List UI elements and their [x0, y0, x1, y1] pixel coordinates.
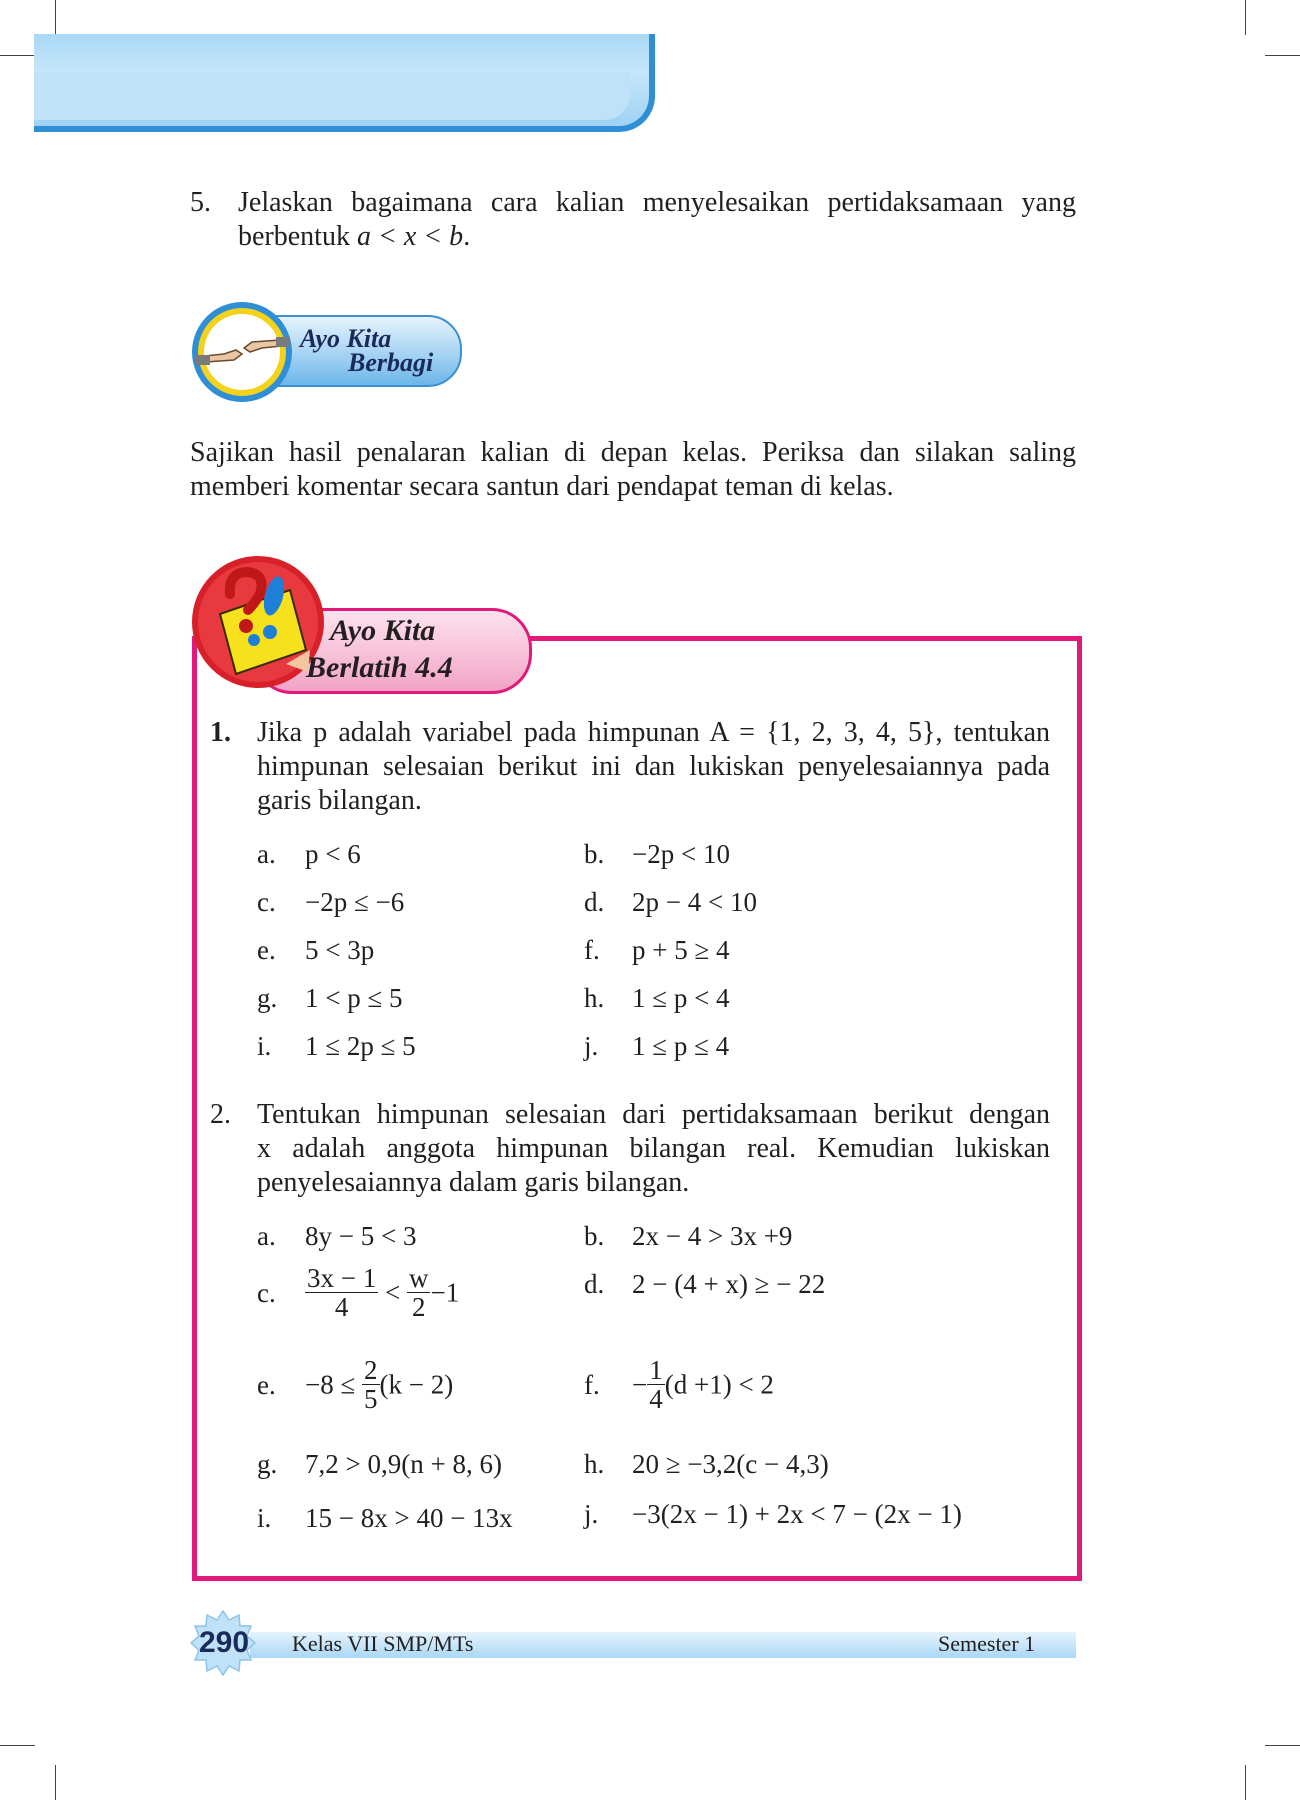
berbagi-title-1: Ayo Kita	[300, 324, 392, 353]
q2-item	[257, 1220, 416, 1252]
item-label: e.	[257, 935, 276, 965]
q1-item	[257, 1030, 416, 1062]
exercise-2-line-3: penyelesaiannya dalam garis bilangan.	[257, 1167, 690, 1198]
item-expression: p + 5 ≥ 4	[632, 935, 730, 965]
q1-item	[257, 886, 404, 918]
share-paragraph	[190, 436, 1076, 506]
crop-mark	[1265, 1745, 1300, 1746]
item-expression: −2p < 10	[632, 839, 730, 869]
item-label: j.	[584, 1031, 599, 1061]
item-expression: 1 ≤ p ≤ 4	[632, 1031, 730, 1061]
q1-item	[257, 934, 374, 966]
fraction	[305, 1264, 378, 1321]
exercise-2-line-2: x adalah anggota himpunan bilangan real. Kemudian lukiskan	[257, 1133, 1050, 1164]
math-expression: a < x < b	[356, 221, 464, 252]
question-text: Jelaskan bagaimana cara kalian menyelesaikan pertidaksamaan yang	[238, 187, 1076, 218]
item-label: b.	[584, 1221, 605, 1251]
item-label: e.	[257, 1369, 276, 1400]
item-expression: 2x − 4 > 3x +9	[632, 1221, 793, 1251]
item-expression: p < 6	[305, 839, 361, 869]
exercise-number: 1.	[210, 717, 231, 748]
page-number: 290	[199, 1626, 250, 1659]
item-label: d.	[584, 887, 605, 917]
exercise-2	[210, 1098, 1050, 1202]
header-banner	[34, 34, 655, 132]
item-label: b.	[584, 839, 605, 869]
share-line-1: Sajikan hasil penalaran kalian di depan kelas. Periksa dan silakan saling	[190, 437, 1076, 468]
denominator: 2	[411, 1292, 426, 1322]
item-label: g.	[257, 1449, 278, 1479]
handshake-icon	[190, 300, 294, 404]
q2-item	[257, 1264, 459, 1321]
item-label: c.	[257, 1277, 276, 1308]
operator: <	[378, 1277, 407, 1308]
crop-mark	[55, 1765, 56, 1800]
crop-mark	[0, 1745, 35, 1746]
denominator: 5	[364, 1384, 378, 1414]
q2-item	[584, 1268, 825, 1300]
item-label: h.	[584, 983, 605, 1013]
footer-class-label: Kelas VII SMP/MTs	[292, 1631, 474, 1656]
exercise-number: 2.	[210, 1099, 231, 1130]
item-label: i.	[257, 1503, 272, 1533]
q2-item	[257, 1448, 502, 1480]
item-expression: 2 − (4 + x) ≥ − 22	[632, 1269, 826, 1299]
exercise-1	[210, 716, 1050, 820]
item-label: f.	[584, 1369, 600, 1400]
item-label: j.	[584, 1499, 599, 1529]
question-number: 5.	[190, 187, 211, 218]
crop-mark	[1265, 55, 1300, 56]
item-label: c.	[257, 887, 276, 917]
q1-item	[584, 982, 730, 1014]
prefix: −	[632, 1369, 648, 1400]
item-expression: 1 ≤ 2p ≤ 5	[305, 1031, 416, 1061]
tail: −1	[430, 1277, 460, 1308]
item-expression: −3(2x − 1) + 2x < 7 − (2x − 1)	[632, 1499, 962, 1529]
denominator: 4	[649, 1384, 663, 1414]
numerator: w	[408, 1263, 429, 1293]
berlatih-title-1: Ayo Kita	[330, 614, 436, 647]
q1-item	[584, 1030, 729, 1062]
q1-item	[257, 982, 403, 1014]
fraction	[362, 1356, 380, 1413]
prefix: −8 ≤	[305, 1369, 363, 1400]
exercise-1-line-1: Jika p adalah variabel pada himpunan A = {1, 2, 3, 4, 5}, tentukan	[257, 717, 1050, 748]
item-label: f.	[584, 935, 600, 965]
crop-mark	[1245, 0, 1246, 35]
q2-item	[584, 1498, 962, 1530]
tail: (k − 2)	[379, 1369, 454, 1400]
item-label: a.	[257, 1221, 276, 1251]
share-line-2: memberi komentar secara santun dari pendapat teman di kelas.	[190, 471, 894, 502]
item-expression: 8y − 5 < 3	[305, 1221, 417, 1251]
footer-semester-label: Semester 1	[938, 1631, 1036, 1656]
q1-item	[257, 838, 361, 870]
crop-mark	[0, 55, 35, 56]
item-label: d.	[584, 1269, 605, 1299]
item-expression: 2p − 4 < 10	[632, 887, 757, 917]
crop-mark	[55, 0, 56, 35]
item-expression: 1 ≤ p < 4	[632, 983, 730, 1013]
item-expression: 1 < p ≤ 5	[305, 983, 403, 1013]
numerator: 2	[364, 1355, 378, 1385]
numerator: 1	[649, 1355, 663, 1385]
question-5	[190, 186, 1076, 256]
q2-item	[584, 1220, 792, 1252]
numerator: 3x − 1	[307, 1263, 377, 1293]
q2-item	[257, 1502, 513, 1534]
fraction	[647, 1356, 665, 1413]
item-label: g.	[257, 983, 278, 1013]
period: .	[463, 221, 471, 252]
exercise-2-line-1: Tentukan himpunan selesaian dari pertidaksamaan berikut dengan	[257, 1099, 1050, 1130]
item-label: a.	[257, 839, 276, 869]
tail: (d +1) < 2	[664, 1369, 774, 1400]
crop-mark	[1245, 1765, 1246, 1800]
q1-item	[584, 934, 730, 966]
q2-item	[584, 1356, 774, 1413]
denominator: 4	[334, 1292, 349, 1322]
berbagi-title-2: Berbagi	[348, 348, 434, 377]
berlatih-title-2: Berlatih 4.4	[306, 651, 453, 684]
item-expression: 15 − 8x > 40 − 13x	[305, 1503, 513, 1533]
q1-item	[584, 838, 730, 870]
exercise-1-line-3: garis bilangan.	[257, 785, 422, 816]
question-text-2: berbentuk	[238, 221, 357, 252]
fraction	[407, 1264, 431, 1321]
q2-item	[584, 1448, 829, 1480]
item-expression: 7,2 > 0,9(n + 8, 6)	[305, 1449, 502, 1479]
item-expression: 20 ≥ −3,2(c − 4,3)	[632, 1449, 829, 1479]
item-expression: −2p ≤ −6	[305, 887, 405, 917]
item-label: i.	[257, 1031, 272, 1061]
item-expression: 5 < 3p	[305, 935, 375, 965]
q1-item	[584, 886, 757, 918]
exercise-1-line-2: himpunan selesaian berikut ini dan lukiskan penyelesaiannya pada	[257, 751, 1050, 782]
q2-item	[257, 1356, 453, 1413]
item-label: h.	[584, 1449, 605, 1479]
